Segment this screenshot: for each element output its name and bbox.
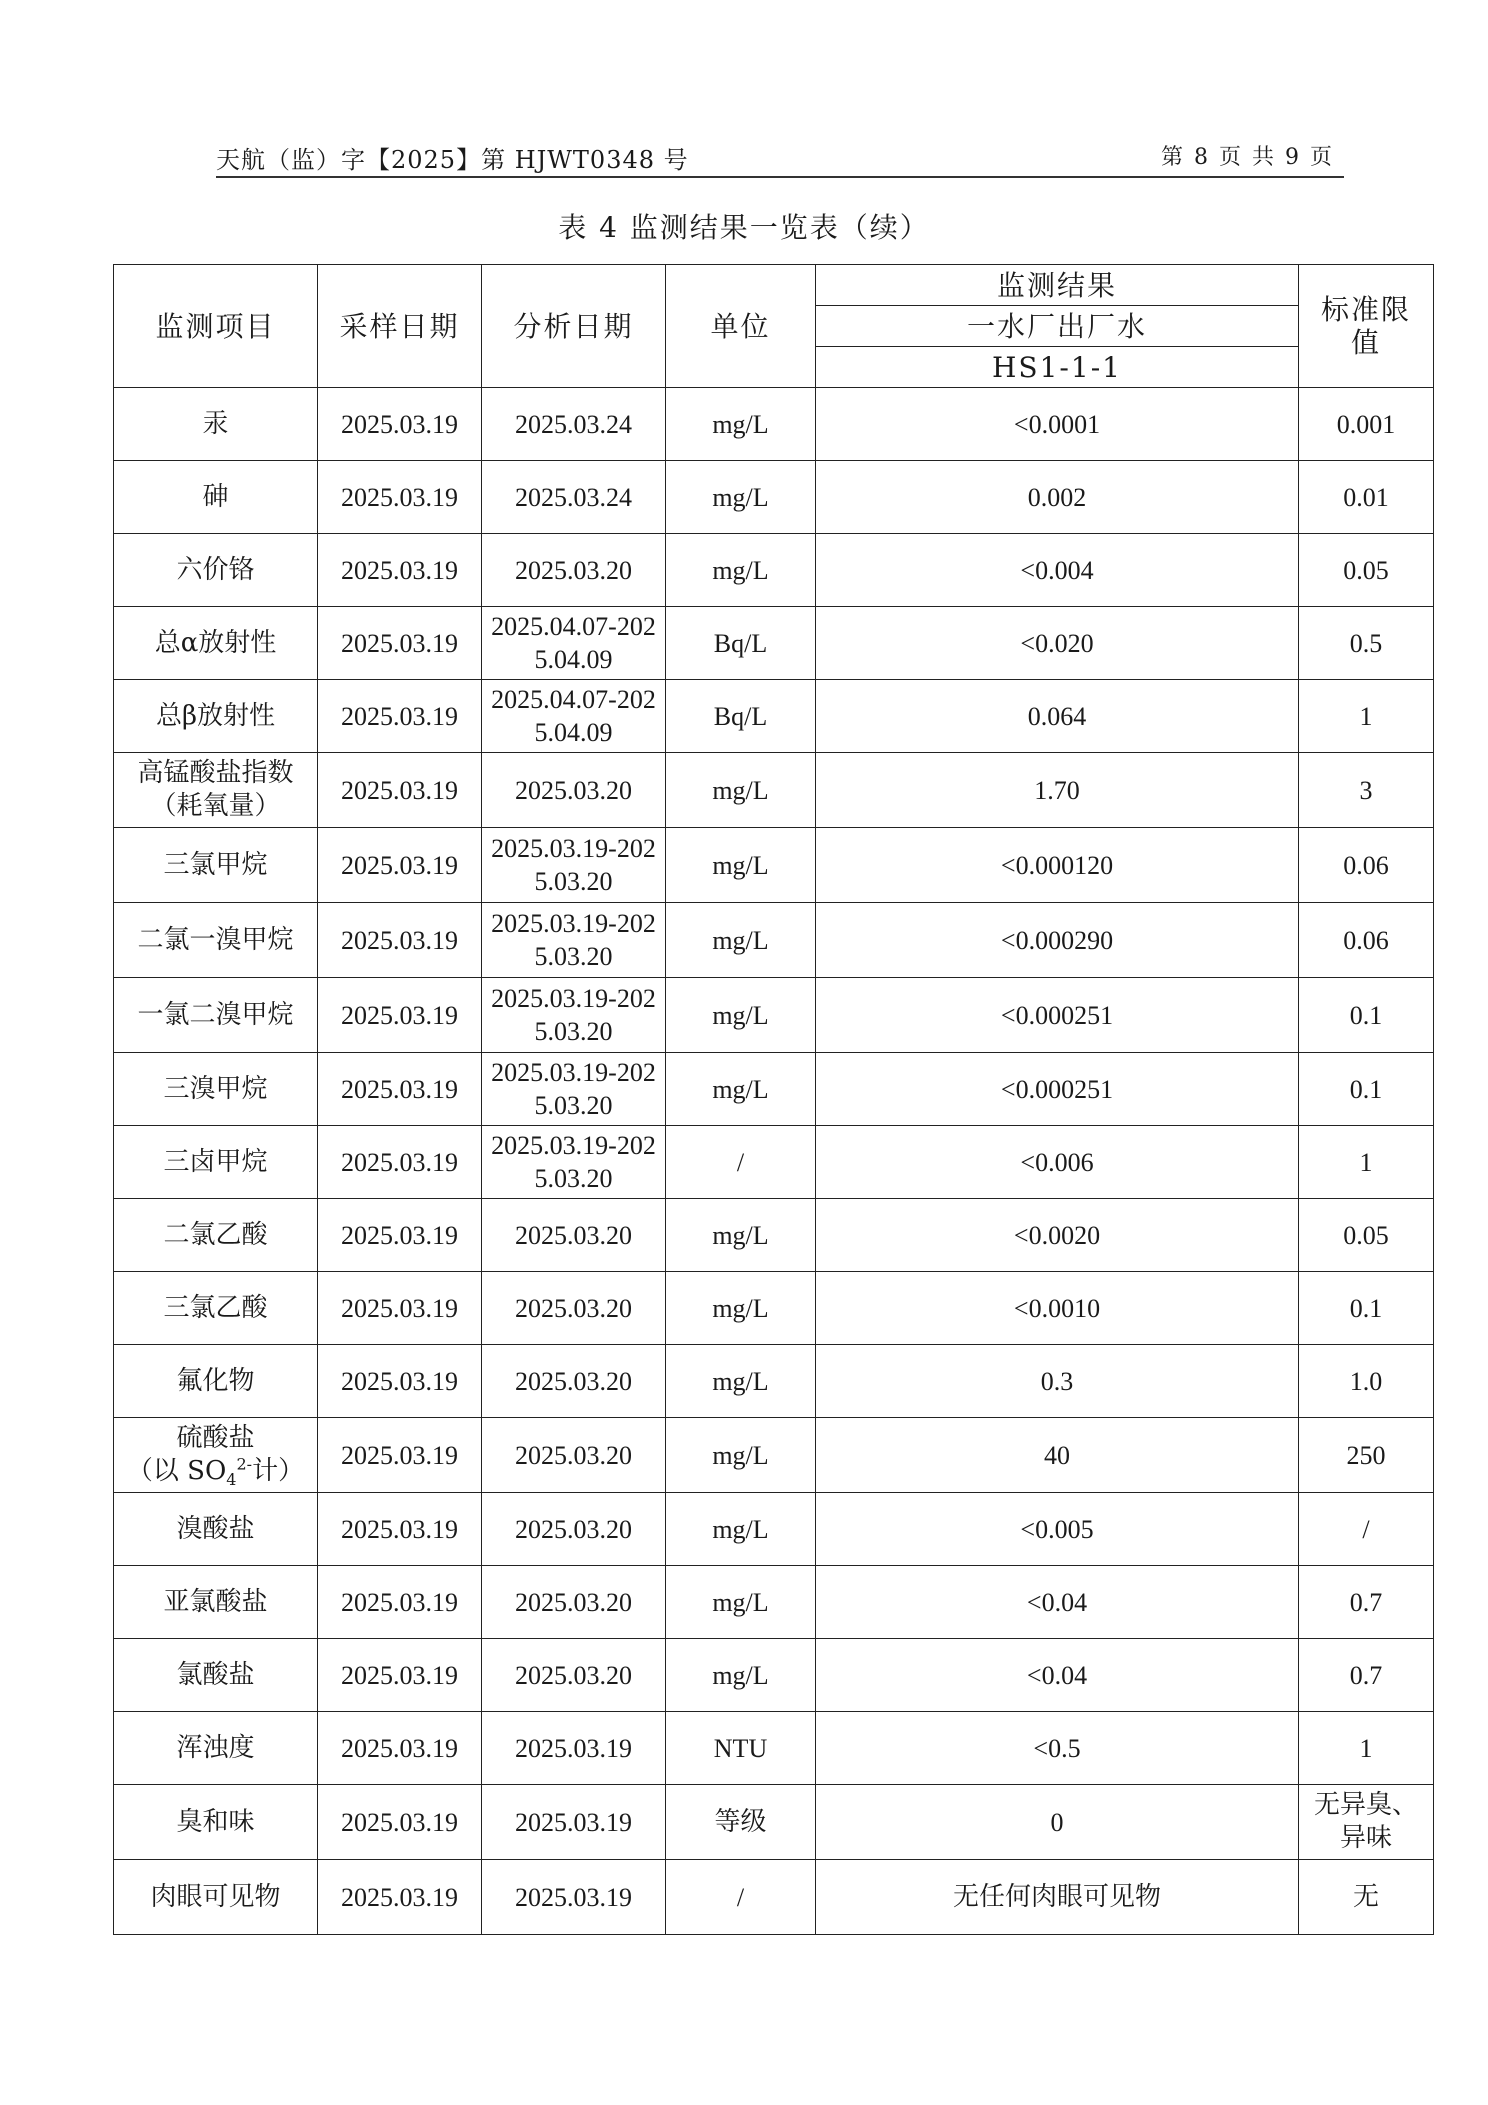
analysis-date-cell: 2025.03.20 [482, 1639, 666, 1712]
item-cell: 肉眼可见物 [114, 1860, 318, 1935]
sample-date-cell: 2025.03.19 [318, 978, 482, 1053]
col-header-analysis-date: 分析日期 [482, 265, 666, 388]
item-cell: 氟化物 [114, 1345, 318, 1418]
analysis-date-cell: 2025.03.20 [482, 1199, 666, 1272]
sample-date-cell: 2025.03.19 [318, 1053, 482, 1126]
table-row [114, 1785, 1434, 1860]
unit-cell: mg/L [666, 461, 816, 534]
unit-cell: mg/L [666, 1053, 816, 1126]
limit-cell: 1.0 [1299, 1345, 1434, 1418]
unit-cell: NTU [666, 1712, 816, 1785]
item-cell: 亚氯酸盐 [114, 1566, 318, 1639]
sample-date-cell: 2025.03.19 [318, 1860, 482, 1935]
sample-date-cell: 2025.03.19 [318, 1493, 482, 1566]
sample-date-cell: 2025.03.19 [318, 534, 482, 607]
sample-date-cell: 2025.03.19 [318, 1345, 482, 1418]
result-cell: 40 [816, 1418, 1299, 1493]
limit-cell: 0.1 [1299, 1272, 1434, 1345]
result-cell: <0.000290 [816, 903, 1299, 978]
analysis-date-cell: 2025.04.07-2025.04.09 [482, 607, 666, 680]
table-row [114, 1639, 1434, 1712]
unit-cell: mg/L [666, 903, 816, 978]
item-superscript: 2- [236, 1454, 253, 1474]
analysis-date-cell: 2025.03.20 [482, 1493, 666, 1566]
analysis-date-cell: 2025.04.07-2025.04.09 [482, 680, 666, 753]
item-cell: 三氯甲烷 [114, 828, 318, 903]
item-cell: 砷 [114, 461, 318, 534]
limit-cell: 无异臭、异味 [1299, 1785, 1434, 1860]
table-row [114, 1566, 1434, 1639]
result-cell: <0.0020 [816, 1199, 1299, 1272]
item-cell: 三卤甲烷 [114, 1126, 318, 1199]
analysis-date-cell: 2025.03.24 [482, 461, 666, 534]
result-cell: <0.5 [816, 1712, 1299, 1785]
result-cell: <0.005 [816, 1493, 1299, 1566]
item-cell: 三氯乙酸 [114, 1272, 318, 1345]
result-cell: 0.3 [816, 1345, 1299, 1418]
sample-date-cell: 2025.03.19 [318, 680, 482, 753]
analysis-date-cell: 2025.03.20 [482, 534, 666, 607]
limit-cell: 0.5 [1299, 607, 1434, 680]
sample-date-cell: 2025.03.19 [318, 1199, 482, 1272]
page-header [216, 136, 1344, 178]
table-row [114, 1418, 1434, 1493]
limit-cell: 0.7 [1299, 1566, 1434, 1639]
limit-cell: 3 [1299, 753, 1434, 828]
result-cell: <0.004 [816, 534, 1299, 607]
unit-cell: Bq/L [666, 607, 816, 680]
table-row [114, 978, 1434, 1053]
unit-cell: mg/L [666, 534, 816, 607]
limit-cell: / [1299, 1493, 1434, 1566]
unit-cell: mg/L [666, 1566, 816, 1639]
limit-cell: 0.05 [1299, 534, 1434, 607]
result-cell: <0.000251 [816, 1053, 1299, 1126]
sample-date-cell: 2025.03.19 [318, 828, 482, 903]
result-cell: <0.0001 [816, 388, 1299, 461]
sample-date-cell: 2025.03.19 [318, 1418, 482, 1493]
table-row [114, 1712, 1434, 1785]
item-name: 硫酸盐 [176, 1423, 255, 1453]
result-cell: <0.04 [816, 1566, 1299, 1639]
sample-date-cell: 2025.03.19 [318, 607, 482, 680]
sample-date-cell: 2025.03.19 [318, 1126, 482, 1199]
sample-date-cell: 2025.03.19 [318, 1712, 482, 1785]
limit-cell: 1 [1299, 1712, 1434, 1785]
result-cell: <0.0010 [816, 1272, 1299, 1345]
result-cell: <0.000251 [816, 978, 1299, 1053]
table-row [114, 1199, 1434, 1272]
col-header-unit: 单位 [666, 265, 816, 388]
table-row [114, 1272, 1434, 1345]
analysis-date-cell: 2025.03.19-2025.03.20 [482, 1126, 666, 1199]
result-cell: 0.064 [816, 680, 1299, 753]
item-cell: 三溴甲烷 [114, 1053, 318, 1126]
table-row [114, 534, 1434, 607]
table-row [114, 388, 1434, 461]
sample-date-cell: 2025.03.19 [318, 903, 482, 978]
unit-cell: mg/L [666, 1345, 816, 1418]
item-cell: 高锰酸盐指数（耗氧量） [114, 753, 318, 828]
table-row [114, 1493, 1434, 1566]
analysis-date-cell: 2025.03.20 [482, 1272, 666, 1345]
analysis-date-cell: 2025.03.19-2025.03.20 [482, 1053, 666, 1126]
analysis-date-cell: 2025.03.19-2025.03.20 [482, 828, 666, 903]
sample-date-cell: 2025.03.19 [318, 753, 482, 828]
analysis-date-cell: 2025.03.20 [482, 1566, 666, 1639]
col-header-item: 监测项目 [114, 265, 318, 388]
item-subscript: 4 [226, 1470, 237, 1490]
item-cell: 六价铬 [114, 534, 318, 607]
limit-cell: 0.06 [1299, 903, 1434, 978]
item-cell: 浑浊度 [114, 1712, 318, 1785]
result-cell: 无任何肉眼可见物 [816, 1860, 1299, 1935]
sample-date-cell: 2025.03.19 [318, 388, 482, 461]
item-cell: 二氯一溴甲烷 [114, 903, 318, 978]
unit-cell: mg/L [666, 828, 816, 903]
unit-cell: mg/L [666, 753, 816, 828]
monitoring-results-table [113, 264, 1434, 1935]
limit-cell: 1 [1299, 680, 1434, 753]
col-header-site-code: HS1-1-1 [816, 347, 1299, 388]
table-row [114, 828, 1434, 903]
limit-cell: 无 [1299, 1860, 1434, 1935]
result-cell: 1.70 [816, 753, 1299, 828]
table-row [114, 1053, 1434, 1126]
analysis-date-cell: 2025.03.20 [482, 1418, 666, 1493]
item-cell: 总α放射性 [114, 607, 318, 680]
table-caption: 表 4 监测结果一览表（续） [558, 211, 930, 244]
unit-cell: 等级 [666, 1785, 816, 1860]
limit-cell: 250 [1299, 1418, 1434, 1493]
item-cell: 总β放射性 [114, 680, 318, 753]
item-cell: 溴酸盐 [114, 1493, 318, 1566]
item-cell: 臭和味 [114, 1785, 318, 1860]
item-cell: 氯酸盐 [114, 1639, 318, 1712]
item-cell: 二氯乙酸 [114, 1199, 318, 1272]
unit-cell: mg/L [666, 1418, 816, 1493]
table-row [114, 680, 1434, 753]
result-cell: 0 [816, 1785, 1299, 1860]
limit-cell: 0.05 [1299, 1199, 1434, 1272]
table-row [114, 1860, 1434, 1935]
unit-cell: mg/L [666, 1272, 816, 1345]
sample-date-cell: 2025.03.19 [318, 1639, 482, 1712]
result-cell: <0.020 [816, 607, 1299, 680]
unit-cell: mg/L [666, 1493, 816, 1566]
unit-cell: mg/L [666, 978, 816, 1053]
analysis-date-cell: 2025.03.20 [482, 753, 666, 828]
item-note: （以 SO [126, 1456, 227, 1486]
table-row [114, 461, 1434, 534]
item-cell: 一氯二溴甲烷 [114, 978, 318, 1053]
col-header-site: 一水厂出厂水 [816, 306, 1299, 347]
col-header-sample-date: 采样日期 [318, 265, 482, 388]
sample-date-cell: 2025.03.19 [318, 1272, 482, 1345]
limit-cell: 0.01 [1299, 461, 1434, 534]
unit-cell: / [666, 1860, 816, 1935]
analysis-date-cell: 2025.03.19 [482, 1785, 666, 1860]
item-note-end: 计） [252, 1456, 305, 1486]
analysis-date-cell: 2025.03.24 [482, 388, 666, 461]
item-cell: 汞 [114, 388, 318, 461]
page-info: 第 8 页 共 9 页 [1161, 145, 1334, 170]
analysis-date-cell: 2025.03.19 [482, 1860, 666, 1935]
sample-date-cell: 2025.03.19 [318, 1785, 482, 1860]
unit-cell: / [666, 1126, 816, 1199]
analysis-date-cell: 2025.03.20 [482, 1345, 666, 1418]
analysis-date-cell: 2025.03.19-2025.03.20 [482, 903, 666, 978]
col-header-result: 监测结果 [816, 265, 1299, 306]
limit-cell: 0.06 [1299, 828, 1434, 903]
unit-cell: mg/L [666, 1639, 816, 1712]
result-cell: <0.04 [816, 1639, 1299, 1712]
item-cell [114, 1418, 318, 1493]
limit-cell: 0.7 [1299, 1639, 1434, 1712]
result-cell: <0.000120 [816, 828, 1299, 903]
unit-cell: Bq/L [666, 680, 816, 753]
analysis-date-cell: 2025.03.19 [482, 1712, 666, 1785]
table-row [114, 1126, 1434, 1199]
limit-cell: 1 [1299, 1126, 1434, 1199]
result-cell: <0.006 [816, 1126, 1299, 1199]
table-row [114, 1345, 1434, 1418]
limit-cell: 0.1 [1299, 978, 1434, 1053]
table-row [114, 607, 1434, 680]
sample-date-cell: 2025.03.19 [318, 461, 482, 534]
col-header-limit: 标准限值 [1299, 265, 1434, 388]
unit-cell: mg/L [666, 1199, 816, 1272]
sample-date-cell: 2025.03.19 [318, 1566, 482, 1639]
report-number: 天航（监）字【2025】第 HJWT0348 号 [216, 146, 689, 174]
table-row [114, 753, 1434, 828]
result-cell: 0.002 [816, 461, 1299, 534]
unit-cell: mg/L [666, 388, 816, 461]
analysis-date-cell: 2025.03.19-2025.03.20 [482, 978, 666, 1053]
limit-cell: 0.001 [1299, 388, 1434, 461]
table-row [114, 903, 1434, 978]
limit-cell: 0.1 [1299, 1053, 1434, 1126]
